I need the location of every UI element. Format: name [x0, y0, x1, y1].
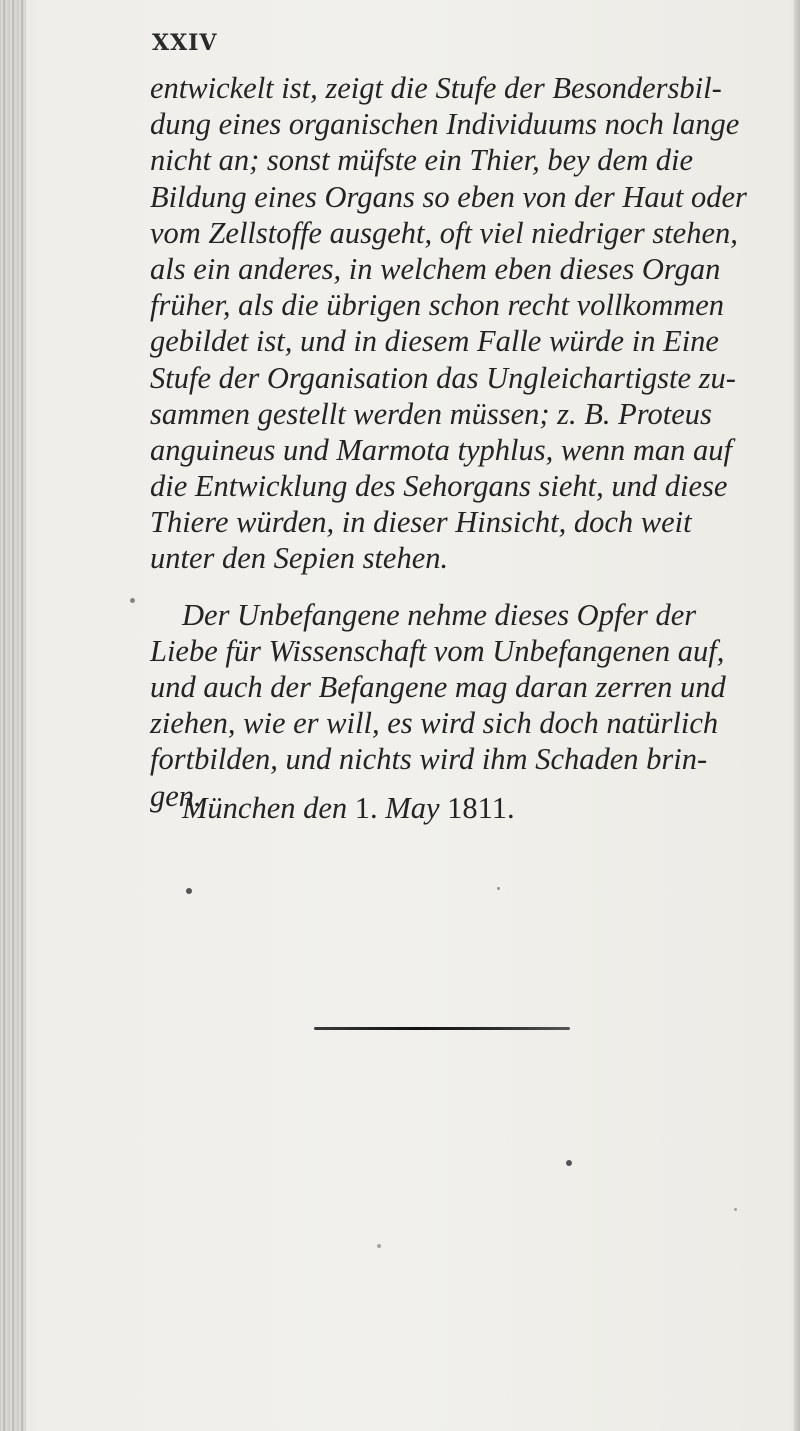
text-line: Stufe der Organisation das Ungleichartigste zu- [150, 360, 736, 395]
ink-speck [734, 1208, 737, 1211]
text-line: und auch der Befangene mag daran zerren und [150, 670, 726, 704]
signoff-day: 1. [354, 791, 378, 825]
text-line: nicht an; sonst müfste ein Thier, bey dem die [150, 143, 693, 178]
closing-rule [314, 1027, 570, 1030]
text-line: Liebe für Wissenschaft vom Unbefangenen auf, [150, 633, 725, 668]
text-line: anguineus und Marmota typhlus, wenn man auf [150, 432, 733, 467]
text-line: Bildung eines Organs so eben von der Haut oder [150, 179, 747, 214]
place-date-signoff [182, 791, 515, 826]
text-line: entwickelt ist, zeigt die Stufe der Besondersbil- [150, 71, 722, 105]
ink-speck [566, 1160, 572, 1166]
text-line: gebildet ist, und in diesem Falle würde in Eine [150, 324, 719, 359]
text-line: ziehen, wie er will, es wird sich doch natürlich [150, 706, 719, 741]
ink-speck [186, 888, 192, 894]
paragraph-gap [150, 577, 790, 597]
page-edge [794, 0, 800, 1431]
ink-speck [130, 598, 135, 603]
text-line: früher, als die übrigen schon recht vollkommen [150, 288, 725, 323]
ink-speck [377, 1244, 381, 1248]
ink-speck [497, 887, 500, 890]
binding-edge [0, 0, 26, 1431]
text-line: Thiere würden, in dieser Hinsicht, doch weit [150, 505, 692, 540]
text-line: sammen gestellt werden müssen; z. B. Proteus [150, 396, 712, 431]
body-text [150, 70, 790, 814]
text-line: Der Unbefangene nehme dieses Opfer der [182, 597, 697, 632]
text-line: als ein anderes, in welchem eben dieses Organ [150, 251, 721, 286]
signoff-year: 1811. [447, 791, 515, 825]
text-line: vom Zellstoffe ausgeht, oft viel niedriger stehen, [150, 215, 738, 250]
text-line: gen. [150, 778, 202, 813]
text-line: fortbilden, und nichts wird ihm Schaden brin- [150, 742, 708, 777]
text-line: die Entwicklung des Sehorgans sieht, und diese [150, 469, 728, 504]
page-number-header: XXIV [152, 30, 218, 56]
text-line: unter den Sepien stehen. [150, 541, 449, 576]
signoff-place: München den [182, 791, 348, 825]
text-line: dung eines organischen Individuums noch lange [150, 107, 740, 142]
signoff-month: May [385, 791, 440, 825]
